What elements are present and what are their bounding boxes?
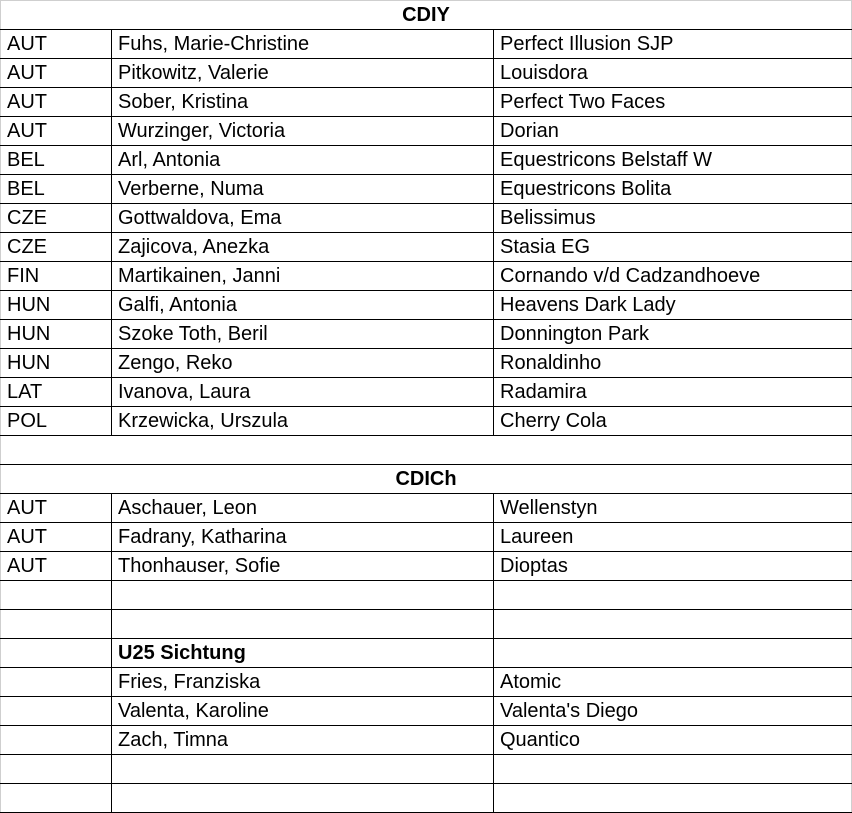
horse-cell: Ronaldinho: [494, 349, 852, 378]
empty-cell: [1, 436, 852, 465]
section-title: U25 Sichtung: [112, 639, 494, 668]
empty-cell: [1, 581, 112, 610]
country-cell: HUN: [1, 349, 112, 378]
empty-cell: [1, 639, 112, 668]
horse-cell: Stasia EG: [494, 233, 852, 262]
rider-cell: Gottwaldova, Ema: [112, 204, 494, 233]
horse-cell: Equestricons Bolita: [494, 175, 852, 204]
table-row: [1, 262, 852, 291]
country-cell: [1, 668, 112, 697]
rider-cell: Fadrany, Katharina: [112, 523, 494, 552]
empty-row: [1, 755, 852, 784]
country-cell: [1, 697, 112, 726]
empty-cell: [1, 610, 112, 639]
horse-cell: Louisdora: [494, 59, 852, 88]
empty-cell: [494, 639, 852, 668]
table-row: [1, 117, 852, 146]
section-header-row: [1, 639, 852, 668]
rider-cell: Thonhauser, Sofie: [112, 552, 494, 581]
empty-cell: [494, 755, 852, 784]
table-row: [1, 523, 852, 552]
table-row: [1, 726, 852, 755]
rider-cell: Martikainen, Janni: [112, 262, 494, 291]
country-cell: FIN: [1, 262, 112, 291]
country-cell: AUT: [1, 552, 112, 581]
empty-cell: [494, 784, 852, 813]
rider-cell: Verberne, Numa: [112, 175, 494, 204]
horse-cell: Cherry Cola: [494, 407, 852, 436]
horse-cell: Donnington Park: [494, 320, 852, 349]
table-row: [1, 233, 852, 262]
country-cell: AUT: [1, 30, 112, 59]
country-cell: HUN: [1, 320, 112, 349]
section-header-row: [1, 1, 852, 30]
horse-cell: Belissimus: [494, 204, 852, 233]
rider-cell: Valenta, Karoline: [112, 697, 494, 726]
empty-cell: [112, 784, 494, 813]
horse-cell: Dorian: [494, 117, 852, 146]
empty-row: [1, 436, 852, 465]
country-cell: HUN: [1, 291, 112, 320]
country-cell: POL: [1, 407, 112, 436]
empty-cell: [494, 581, 852, 610]
rider-cell: Fries, Franziska: [112, 668, 494, 697]
empty-cell: [112, 610, 494, 639]
rider-cell: Pitkowitz, Valerie: [112, 59, 494, 88]
country-cell: AUT: [1, 494, 112, 523]
empty-row: [1, 784, 852, 813]
table-row: [1, 320, 852, 349]
horse-cell: Perfect Illusion SJP: [494, 30, 852, 59]
country-cell: AUT: [1, 88, 112, 117]
country-cell: CZE: [1, 233, 112, 262]
country-cell: AUT: [1, 523, 112, 552]
table-row: [1, 407, 852, 436]
empty-cell: [1, 784, 112, 813]
table-row: [1, 291, 852, 320]
horse-cell: Dioptas: [494, 552, 852, 581]
table-row: [1, 378, 852, 407]
country-cell: AUT: [1, 59, 112, 88]
horse-cell: Valenta's Diego: [494, 697, 852, 726]
horse-cell: Heavens Dark Lady: [494, 291, 852, 320]
rider-cell: Krzewicka, Urszula: [112, 407, 494, 436]
table-row: [1, 552, 852, 581]
rider-cell: Wurzinger, Victoria: [112, 117, 494, 146]
country-cell: BEL: [1, 146, 112, 175]
section-title: CDIY: [1, 1, 852, 30]
rider-cell: Zengo, Reko: [112, 349, 494, 378]
country-cell: AUT: [1, 117, 112, 146]
horse-cell: Perfect Two Faces: [494, 88, 852, 117]
rider-cell: Galfi, Antonia: [112, 291, 494, 320]
horse-cell: Atomic: [494, 668, 852, 697]
horse-cell: Laureen: [494, 523, 852, 552]
rider-cell: Arl, Antonia: [112, 146, 494, 175]
table-row: [1, 494, 852, 523]
empty-cell: [494, 610, 852, 639]
empty-cell: [1, 755, 112, 784]
table-row: [1, 697, 852, 726]
start-list-body: [1, 1, 852, 813]
horse-cell: Equestricons Belstaff W: [494, 146, 852, 175]
horse-cell: Cornando v/d Cadzandhoeve: [494, 262, 852, 291]
rider-cell: Zajicova, Anezka: [112, 233, 494, 262]
country-cell: BEL: [1, 175, 112, 204]
rider-cell: Sober, Kristina: [112, 88, 494, 117]
table-row: [1, 175, 852, 204]
rider-cell: Ivanova, Laura: [112, 378, 494, 407]
empty-row: [1, 581, 852, 610]
horse-cell: Wellenstyn: [494, 494, 852, 523]
rider-cell: Szoke Toth, Beril: [112, 320, 494, 349]
section-title: CDICh: [1, 465, 852, 494]
table-row: [1, 204, 852, 233]
table-row: [1, 668, 852, 697]
country-cell: CZE: [1, 204, 112, 233]
empty-cell: [112, 755, 494, 784]
rider-cell: Zach, Timna: [112, 726, 494, 755]
horse-cell: Quantico: [494, 726, 852, 755]
rider-cell: Aschauer, Leon: [112, 494, 494, 523]
table-row: [1, 30, 852, 59]
rider-cell: Fuhs, Marie-Christine: [112, 30, 494, 59]
table-row: [1, 146, 852, 175]
empty-cell: [112, 581, 494, 610]
table-row: [1, 349, 852, 378]
country-cell: [1, 726, 112, 755]
section-header-row: [1, 465, 852, 494]
table-row: [1, 88, 852, 117]
country-cell: LAT: [1, 378, 112, 407]
table-row: [1, 59, 852, 88]
horse-cell: Radamira: [494, 378, 852, 407]
empty-row: [1, 610, 852, 639]
